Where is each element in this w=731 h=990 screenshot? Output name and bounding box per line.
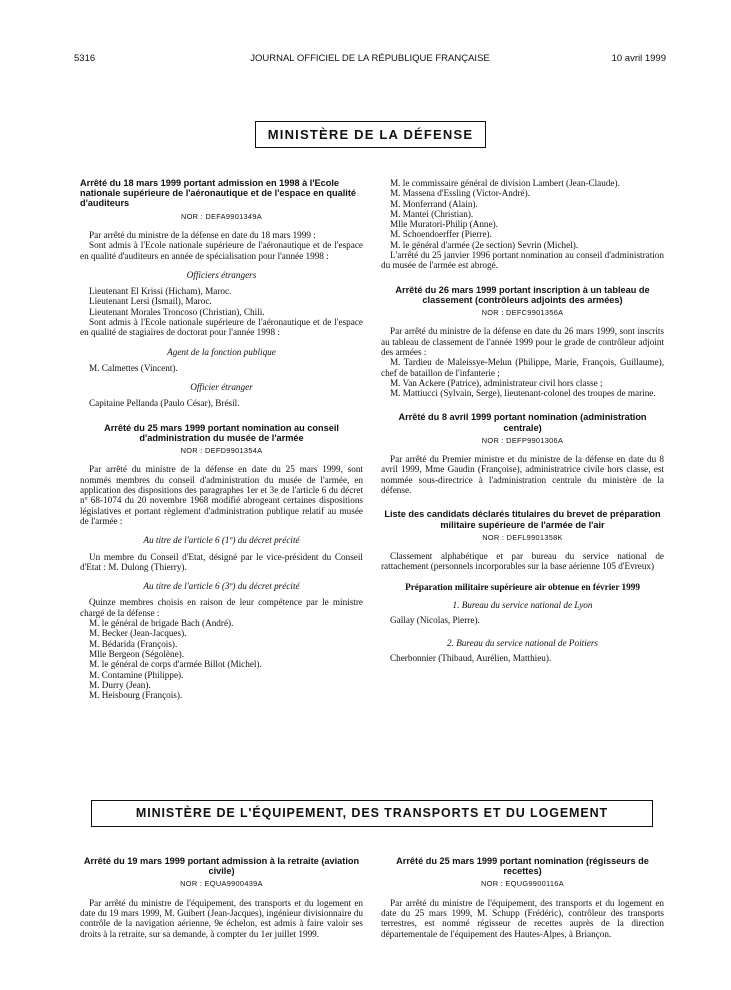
section-heading	[381, 638, 664, 648]
list-item: Capitaine Pellanda (Paulo César), Brésil.	[89, 398, 240, 409]
list-item: M. Calmettes (Vincent).	[89, 362, 178, 373]
column-right-bottom	[381, 856, 664, 939]
section-heading: Préparation militaire supérieure air obtenue en février 1999	[405, 581, 640, 592]
list-item: M. le général d'armée (2e section) Sevrin (Michel).	[390, 239, 579, 250]
paragraph: Classement alphabétique et par bureau du service national de rattachement (personnels incorporables sur la base aérienne 105 d'Evreux)	[381, 551, 664, 572]
nor-reference: NOR : EQUG9900116A	[481, 879, 564, 889]
nor-reference: NOR : DEFA9901349A	[181, 211, 262, 221]
article-title: Arrêté du 25 mars 1999 portant nomination au conseil d'administration du musée de l'armée	[104, 422, 339, 443]
nor-reference: NOR : DEFP9901306A	[481, 435, 564, 445]
paragraph: M. Tardieu de Maleissye-Melun (Philippe, Marie, François, Guillaume), chef de bataillon de l'infanterie ;	[381, 357, 664, 378]
paragraph: Sont admis à l'Ecole nationale supérieure de l'aéronautique et de l'espace en qualité de stagiaires de doctorat pour l'année 1998 :	[80, 316, 363, 338]
section-heading: Agent de la fonction publique	[167, 346, 276, 357]
page-header	[74, 53, 666, 67]
list-item: M. Heisbourg (François).	[89, 690, 183, 701]
column-right-top	[381, 178, 664, 663]
name-list	[80, 618, 363, 700]
paragraph: Un membre du Conseil d'Etat, désigné par le vice-président du Conseil d'Etat : M. Dulong (Thierry).	[80, 551, 363, 572]
article-title: Arrêté du 8 avril 1999 portant nomination (administration centrale)	[398, 412, 647, 433]
list-item: Mlle Bergeon (Ségolène).	[89, 648, 184, 659]
list-item: Cherbonnier (Thibaud, Aurélien, Matthieu).	[390, 652, 552, 663]
list-item: M. Durry (Jean).	[89, 679, 151, 690]
list-item: M. Mantei (Christian).	[390, 208, 474, 219]
bureau-poitiers: 2. Bureau du service national de Poitiers	[447, 637, 598, 648]
list-item: M. le général de corps d'armée Billot (Michel).	[89, 659, 262, 670]
section-heading: Au titre de l'article 6 (3º) du décret précité	[143, 581, 300, 592]
section-heading: Au titre de l'article 6 (1º) du décret précité	[143, 535, 300, 546]
list-item: M. Massena d'Essling (Victor-André).	[390, 188, 530, 199]
article-title: Arrêté du 18 mars 1999 portant admission en 1998 à l'Ecole nationale supérieure de l'aéronautique et de l'espace en qualité d'auditeurs	[80, 178, 356, 209]
list-item: Mlle Muratori-Philip (Anne).	[390, 219, 498, 230]
paragraph: Par arrêté du ministre de l'équipement, des transports et du logement en date du 25 mars 1999, M. Schupp (Frédéric), contrôleur des transports terrestres, est nommé régisseur de recettes auprès de la direction départementale de l'équipement des Hautes-Alpes, à Briançon.	[381, 897, 664, 939]
section-heading: Officiers étrangers	[186, 269, 257, 280]
journal-title: JOURNAL OFFICIEL DE LA RÉPUBLIQUE FRANÇAISE	[250, 53, 490, 64]
paragraph: M. Mattiucci (Sylvain, Serge), lieutenant-colonel des troupes de marine.	[390, 388, 656, 399]
paragraph: Par arrêté du Premier ministre et du ministre de la défense en date du 8 avril 1999, Mme Gaudin (Françoise), administratrice civile hors classe, est nommée sous-directrice à l'administration centrale du ministère de la défense.	[381, 454, 664, 496]
list-item: M. Bédarida (François).	[89, 638, 178, 649]
issue-date: 10 avril 1999	[611, 53, 666, 64]
article-title: Arrêté du 19 mars 1999 portant admission à la retraite (aviation civile)	[83, 856, 360, 877]
nor-reference: NOR : DEFD9901354A	[180, 446, 263, 456]
ministry-equipement-heading: MINISTÈRE DE L'ÉQUIPEMENT, DES TRANSPORTS ET DU LOGEMENT	[91, 800, 653, 827]
list-item: M. Becker (Jean-Jacques).	[89, 628, 187, 639]
paragraph: Par arrêté du ministre de la défense en date du 26 mars 1999, sont inscrits au tableau de classement de l'année 1999 pour le grade de contrôleur adjoint des armées :	[381, 326, 664, 357]
name-list	[80, 286, 363, 317]
list-item: M. Contamine (Philippe).	[89, 669, 184, 680]
name-list	[381, 178, 664, 250]
article-title: Arrêté du 25 mars 1999 portant nomination (régisseurs de recettes)	[396, 856, 649, 877]
paragraph: Quinze membres choisis en raison de leur compétence par le ministre chargé de la défense :	[80, 597, 363, 618]
list-item: M. le commissaire général de division Lambert (Jean-Claude).	[390, 178, 620, 188]
nor-reference: NOR : EQUA9900439A	[180, 879, 263, 889]
list-item: M. Schoendoerffer (Pierre).	[390, 229, 492, 240]
paragraph: Par arrêté du ministre de la défense en date du 18 mars 1999 :	[89, 229, 316, 240]
list-item: Lieutenant El Krissi (Hicham), Maroc.	[89, 286, 232, 297]
column-left-top	[80, 178, 363, 700]
nor-reference: NOR : DEFL9901358K	[482, 532, 563, 542]
list-item: M. Monferrand (Alain).	[390, 198, 478, 209]
bureau-lyon: 1. Bureau du service national de Lyon	[452, 599, 593, 610]
ministry-defense-heading: MINISTÈRE DE LA DÉFENSE	[255, 121, 486, 148]
list-item: Gallay (Nicolas, Pierre).	[390, 615, 480, 626]
nor-reference: NOR : DEFC9901356A	[481, 308, 564, 318]
paragraph: Par arrêté du ministre de la défense en date du 25 mars 1999, sont nommés membres du conseil d'administration du musée de l'armée, en application des dispositions des paragraphes 1er et 3e de l'article 6 du décret nº 68-1074 du 20 novembre 1968 modifié abrogeant certaines dispositions législatives et portant règlement d'administration publique relatif au musée de l'armée :	[80, 464, 363, 526]
section-heading: Officier étranger	[190, 382, 253, 393]
list-item: Lieutenant Lersi (Ismail), Maroc.	[89, 296, 212, 307]
paragraph: Sont admis à l'Ecole nationale supérieure de l'aéronautique et de l'espace en qualité d'auditeurs en année de spécialisation pour l'année 1998 :	[80, 240, 363, 261]
list-item: M. le général de brigade Bach (André).	[89, 618, 234, 629]
paragraph: L'arrêté du 25 janvier 1996 portant nomination au conseil d'administration du musée de l'armée est abrogé.	[381, 250, 664, 271]
column-left-bottom	[80, 856, 363, 939]
article-title: Arrêté du 26 mars 1999 portant inscription à un tableau de classement (contrôleurs adjoints des armées)	[395, 284, 650, 305]
paragraph: M. Van Ackere (Patrice), administrateur civil hors classe ;	[390, 377, 603, 388]
list-item: Lieutenant Morales Troncoso (Christian), Chili.	[89, 306, 265, 317]
section-heading	[381, 600, 664, 610]
article-title: Liste des candidats déclarés titulaires du brevet de préparation militaire supérieure de l'armée de l'air	[384, 509, 661, 530]
paragraph: Par arrêté du ministre de l'équipement, des transports et du logement en date du 19 mars 1999, M. Guibert (Jean-Jacques), ingénieur divisionnaire du contrôle de la navigation aérienne, 9e échelon, est admis à faire valoir ses droits à la retraite, sur sa demande, à compter du 1er juillet 1999.	[80, 897, 363, 939]
page-number: 5316	[74, 53, 96, 64]
